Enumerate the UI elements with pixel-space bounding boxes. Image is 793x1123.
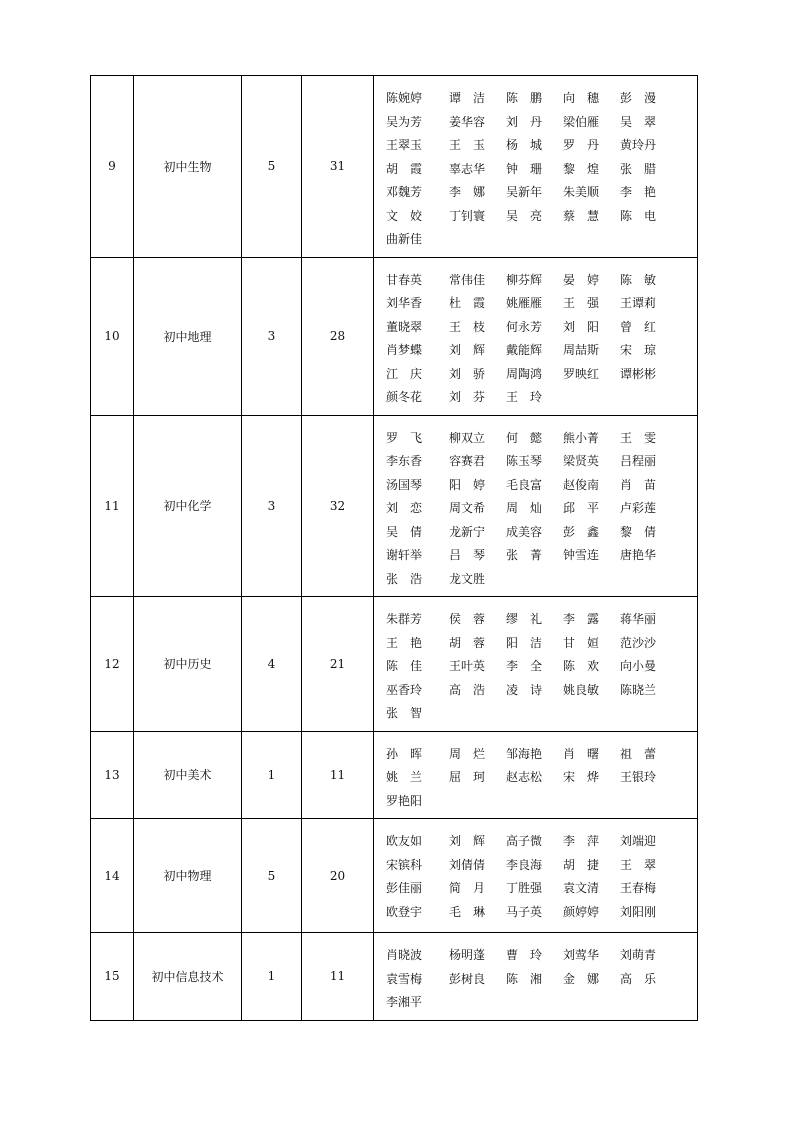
teacher-name: 邓魏芳 [386, 185, 423, 200]
teacher-name: 曾 红 [620, 319, 657, 334]
teacher-name: 侯 蓉 [449, 612, 486, 627]
teacher-name: 蔡 慧 [563, 208, 600, 223]
teacher-name: 张 智 [386, 706, 423, 721]
row-number-cell: 12 [91, 597, 134, 732]
teacher-name: 唐艳华 [620, 548, 657, 563]
count-a-cell: 1 [242, 731, 302, 819]
count-a-cell: 5 [242, 819, 302, 933]
teacher-names-cell [374, 257, 698, 415]
teacher-name: 姚雁雁 [506, 296, 543, 311]
teacher-name: 李湘平 [386, 995, 423, 1010]
teacher-name: 卢彩莲 [620, 501, 657, 516]
name-line [386, 654, 697, 678]
teacher-name: 梁伯雁 [563, 114, 600, 129]
teacher-name: 李 全 [506, 659, 543, 674]
name-line [386, 86, 697, 110]
teacher-name: 肖 曙 [563, 746, 600, 761]
teacher-name: 钟雪连 [563, 548, 600, 563]
teacher-name: 龙文胜 [449, 571, 486, 586]
teacher-name: 陈 敏 [620, 272, 657, 287]
teacher-name: 容赛君 [449, 454, 486, 469]
teacher-name: 彭树良 [449, 971, 486, 986]
teacher-name: 宋 烨 [563, 770, 600, 785]
teacher-name: 李 露 [563, 612, 600, 627]
teacher-name: 王银玲 [620, 770, 657, 785]
teacher-name: 彭 漫 [620, 91, 657, 106]
table-row [91, 597, 698, 732]
count-a-cell: 5 [242, 76, 302, 258]
teacher-name: 向 穗 [563, 91, 600, 106]
teacher-name: 王 强 [563, 296, 600, 311]
teacher-name: 王谭莉 [620, 296, 657, 311]
teacher-name: 简 月 [449, 881, 486, 896]
teacher-name: 周喆斯 [563, 343, 600, 358]
teacher-name: 范沙沙 [620, 635, 657, 650]
name-line [386, 133, 697, 157]
count-b-cell: 21 [302, 597, 374, 732]
teacher-name: 王翠玉 [386, 138, 423, 153]
teacher-name: 罗映红 [563, 366, 600, 381]
teacher-name: 刘端迎 [620, 834, 657, 849]
count-a-cell: 3 [242, 257, 302, 415]
teacher-name: 罗 飞 [386, 430, 423, 445]
name-line [386, 268, 697, 292]
teacher-name: 李 艳 [620, 185, 657, 200]
teacher-name: 张 腊 [620, 161, 657, 176]
teacher-name: 胡 蓉 [449, 635, 486, 650]
subject-cell: 初中历史 [134, 597, 242, 732]
name-line [386, 853, 697, 877]
name-line [386, 567, 697, 591]
name-line [386, 678, 697, 702]
name-line [386, 765, 697, 789]
row-number-cell: 13 [91, 731, 134, 819]
teacher-names-cell [374, 76, 698, 258]
teacher-name: 谭彬彬 [620, 366, 657, 381]
teacher-name: 谭 洁 [449, 91, 486, 106]
teacher-name: 彭佳丽 [386, 881, 423, 896]
count-b-cell: 28 [302, 257, 374, 415]
teacher-name: 杨 城 [506, 138, 543, 153]
teacher-name: 柳双立 [449, 430, 486, 445]
teacher-name: 李 萍 [563, 834, 600, 849]
table-row [91, 819, 698, 933]
teacher-name: 欧登宇 [386, 904, 423, 919]
teacher-name: 何 懿 [506, 430, 543, 445]
teacher-name: 吕 琴 [449, 548, 486, 563]
name-line [386, 990, 697, 1014]
teacher-name: 周陶鸿 [506, 366, 543, 381]
name-line [386, 385, 697, 409]
teacher-name: 邱 平 [563, 501, 600, 516]
teacher-name: 熊小菁 [563, 430, 600, 445]
teacher-name: 文 姣 [386, 208, 423, 223]
teacher-name: 孙 晖 [386, 746, 423, 761]
count-a-cell: 3 [242, 415, 302, 597]
teacher-name: 姚良敏 [563, 682, 600, 697]
name-line [386, 362, 697, 386]
teacher-name: 王 雯 [620, 430, 657, 445]
teacher-name: 胡 霞 [386, 161, 423, 176]
teacher-name: 甘 姮 [563, 635, 600, 650]
teacher-name: 李 娜 [449, 185, 486, 200]
teacher-name: 肖梦蝶 [386, 343, 423, 358]
teacher-name: 江 庆 [386, 366, 423, 381]
count-b-cell: 11 [302, 933, 374, 1021]
name-line [386, 227, 697, 251]
teacher-name: 祖 蕾 [620, 746, 657, 761]
teacher-name: 蒋华丽 [620, 612, 657, 627]
teacher-name: 杨明蓬 [449, 948, 486, 963]
row-number-cell: 15 [91, 933, 134, 1021]
teacher-name: 彭 鑫 [563, 524, 600, 539]
teacher-name: 刘 恋 [386, 501, 423, 516]
teacher-name: 欧友如 [386, 834, 423, 849]
teacher-name: 李东香 [386, 454, 423, 469]
subject-cell: 初中地理 [134, 257, 242, 415]
name-line [386, 157, 697, 181]
teacher-name: 戴能辉 [506, 343, 543, 358]
table-row [91, 257, 698, 415]
teacher-list-table [90, 75, 698, 1021]
table-row [91, 76, 698, 258]
teacher-name: 陈 欢 [563, 659, 600, 674]
name-line [386, 110, 697, 134]
teacher-name: 王 玲 [506, 390, 543, 405]
count-b-cell: 20 [302, 819, 374, 933]
teacher-name: 罗艳阳 [386, 793, 423, 808]
teacher-name: 高 乐 [620, 971, 657, 986]
teacher-name: 高子微 [506, 834, 543, 849]
teacher-name: 陈 电 [620, 208, 657, 223]
row-number-cell: 14 [91, 819, 134, 933]
count-b-cell: 31 [302, 76, 374, 258]
teacher-name: 巫香玲 [386, 682, 423, 697]
name-line [386, 204, 697, 228]
teacher-name: 刘阳刚 [620, 904, 657, 919]
name-line [386, 789, 697, 813]
teacher-name: 刘莺华 [563, 948, 600, 963]
teacher-name: 金 娜 [563, 971, 600, 986]
teacher-name: 缪 礼 [506, 612, 543, 627]
teacher-name: 王 玉 [449, 138, 486, 153]
teacher-name: 王 艳 [386, 635, 423, 650]
teacher-name: 曲新佳 [386, 232, 423, 247]
teacher-name: 黎 倩 [620, 524, 657, 539]
count-a-cell: 4 [242, 597, 302, 732]
teacher-name: 袁文清 [563, 881, 600, 896]
teacher-name: 刘华香 [386, 296, 423, 311]
table-row [91, 731, 698, 819]
name-line [386, 473, 697, 497]
teacher-name: 汤国琴 [386, 477, 423, 492]
teacher-name: 宋镔科 [386, 857, 423, 872]
name-line [386, 701, 697, 725]
row-number-cell: 11 [91, 415, 134, 597]
teacher-names-cell [374, 731, 698, 819]
teacher-names-cell [374, 597, 698, 732]
name-line [386, 291, 697, 315]
row-number-cell: 10 [91, 257, 134, 415]
teacher-name: 晏 婷 [563, 272, 600, 287]
teacher-name: 赵志松 [506, 770, 543, 785]
name-line [386, 338, 697, 362]
teacher-name: 凌 诗 [506, 682, 543, 697]
subject-cell: 初中美术 [134, 731, 242, 819]
teacher-name: 马子英 [506, 904, 543, 919]
name-line [386, 315, 697, 339]
name-line [386, 520, 697, 544]
subject-cell: 初中生物 [134, 76, 242, 258]
teacher-name: 朱群芳 [386, 612, 423, 627]
count-b-cell: 11 [302, 731, 374, 819]
teacher-name: 姜华容 [449, 114, 486, 129]
teacher-name: 黎 煌 [563, 161, 600, 176]
teacher-name: 屈 珂 [449, 770, 486, 785]
teacher-name: 王叶英 [449, 659, 486, 674]
teacher-name: 甘春英 [386, 272, 423, 287]
name-line [386, 180, 697, 204]
teacher-name: 李良海 [506, 857, 543, 872]
teacher-name: 张 浩 [386, 571, 423, 586]
teacher-name: 王 翠 [620, 857, 657, 872]
teacher-name: 周文希 [449, 501, 486, 516]
name-line [386, 449, 697, 473]
teacher-name: 谢轩举 [386, 548, 423, 563]
table-row [91, 933, 698, 1021]
teacher-name: 龙新宁 [449, 524, 486, 539]
teacher-name: 吕程丽 [620, 454, 657, 469]
count-b-cell: 32 [302, 415, 374, 597]
teacher-name: 朱美顺 [563, 185, 600, 200]
teacher-name: 阳 洁 [506, 635, 543, 650]
teacher-name: 吴新年 [506, 185, 543, 200]
name-line [386, 829, 697, 853]
teacher-name: 高 浩 [449, 682, 486, 697]
teacher-name: 曹 玲 [506, 948, 543, 963]
teacher-name: 陈 鹏 [506, 91, 543, 106]
teacher-name: 宋 琼 [620, 343, 657, 358]
name-line [386, 876, 697, 900]
name-line [386, 496, 697, 520]
teacher-name: 邹海艳 [506, 746, 543, 761]
teacher-name: 陈玉琴 [506, 454, 543, 469]
teacher-name: 董晓翠 [386, 319, 423, 334]
teacher-name: 王 枝 [449, 319, 486, 334]
teacher-name: 肖晓波 [386, 948, 423, 963]
teacher-name: 杜 霞 [449, 296, 486, 311]
teacher-name: 丁钊寰 [449, 208, 486, 223]
teacher-name: 赵俊南 [563, 477, 600, 492]
teacher-name: 毛良富 [506, 477, 543, 492]
table-row [91, 415, 698, 597]
name-line [386, 900, 697, 924]
teacher-name: 肖 苗 [620, 477, 657, 492]
teacher-name: 阳 婷 [449, 477, 486, 492]
name-line [386, 967, 697, 991]
teacher-name: 陈晓兰 [620, 682, 657, 697]
subject-cell: 初中物理 [134, 819, 242, 933]
teacher-name: 袁雪梅 [386, 971, 423, 986]
teacher-name: 姚 兰 [386, 770, 423, 785]
teacher-name: 周 烂 [449, 746, 486, 761]
name-line [386, 943, 697, 967]
teacher-name: 陈 湘 [506, 971, 543, 986]
teacher-name: 柳芬辉 [506, 272, 543, 287]
teacher-name: 刘 芬 [449, 390, 486, 405]
teacher-name: 刘 丹 [506, 114, 543, 129]
teacher-name: 常伟佳 [449, 272, 486, 287]
teacher-name: 张 菁 [506, 548, 543, 563]
teacher-names-cell [374, 415, 698, 597]
teacher-name: 钟 珊 [506, 161, 543, 176]
teacher-name: 何永芳 [506, 319, 543, 334]
teacher-name: 颜婷婷 [563, 904, 600, 919]
teacher-name: 刘 阳 [563, 319, 600, 334]
teacher-name: 辜志华 [449, 161, 486, 176]
teacher-name: 刘 骄 [449, 366, 486, 381]
teacher-name: 陈 佳 [386, 659, 423, 674]
teacher-name: 刘 辉 [449, 834, 486, 849]
teacher-name: 胡 捷 [563, 857, 600, 872]
teacher-name: 陈婉婷 [386, 91, 423, 106]
row-number-cell: 9 [91, 76, 134, 258]
teacher-name: 向小曼 [620, 659, 657, 674]
name-line [386, 631, 697, 655]
subject-cell: 初中化学 [134, 415, 242, 597]
teacher-name: 黄玲丹 [620, 138, 657, 153]
teacher-name: 吴 亮 [506, 208, 543, 223]
name-line [386, 607, 697, 631]
teacher-names-cell [374, 819, 698, 933]
teacher-name: 颜冬花 [386, 390, 423, 405]
teacher-name: 刘倩倩 [449, 857, 486, 872]
name-line [386, 426, 697, 450]
name-line [386, 742, 697, 766]
teacher-name: 梁贤英 [563, 454, 600, 469]
teacher-name: 吴 倩 [386, 524, 423, 539]
teacher-name: 毛 琳 [449, 904, 486, 919]
teacher-name: 成美容 [506, 524, 543, 539]
teacher-names-cell [374, 933, 698, 1021]
count-a-cell: 1 [242, 933, 302, 1021]
name-line [386, 543, 697, 567]
teacher-name: 刘 辉 [449, 343, 486, 358]
teacher-name: 吴 翠 [620, 114, 657, 129]
teacher-name: 罗 丹 [563, 138, 600, 153]
table-body [91, 76, 698, 1021]
subject-cell: 初中信息技术 [134, 933, 242, 1021]
teacher-name: 吴为芳 [386, 114, 423, 129]
teacher-name: 周 灿 [506, 501, 543, 516]
teacher-name: 王春梅 [620, 881, 657, 896]
teacher-name: 丁胜强 [506, 881, 543, 896]
teacher-name: 刘萌青 [620, 948, 657, 963]
